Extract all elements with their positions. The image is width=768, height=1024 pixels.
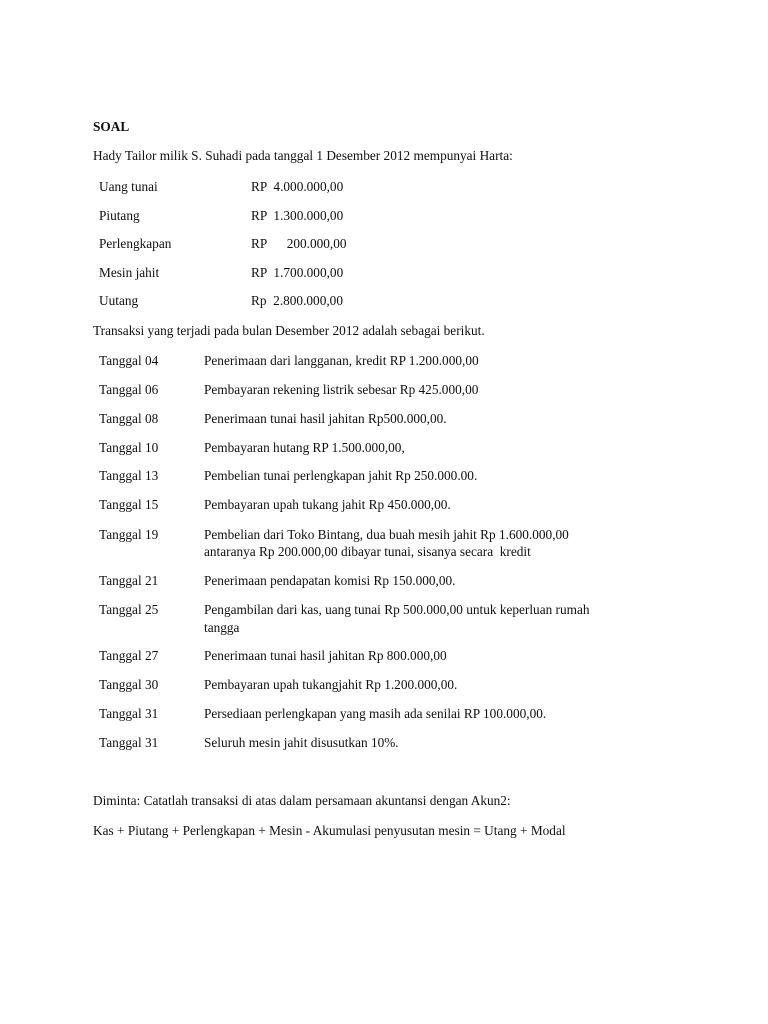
asset-amount: Rp 2.800.000,00 — [251, 293, 343, 308]
transaction-desc: Penerimaan tunai hasil jahitan Rp500.000,00. — [204, 411, 447, 426]
transaction-desc: Persediaan perlengkapan yang masih ada senilai RP 100.000,00. — [204, 706, 547, 721]
transaction-date: Tanggal 06 — [99, 382, 159, 397]
transaction-date: Tanggal 04 — [99, 353, 159, 368]
transaction-desc-continued: antaranya Rp 200.000,00 dibayar tunai, sisanya secara kredit — [204, 544, 531, 559]
transaction-date: Tanggal 31 — [99, 735, 159, 750]
transaction-desc: Penerimaan tunai hasil jahitan Rp 800.000,00 — [204, 648, 447, 663]
asset-name: Mesin jahit — [99, 265, 160, 280]
asset-amount: RP 1.300.000,00 — [251, 208, 344, 223]
asset-amount: RP 1.700.000,00 — [251, 265, 344, 280]
transaction-desc: Pembelian tunai perlengkapan jahit Rp 250.000.00. — [204, 468, 478, 483]
transaction-date: Tanggal 31 — [99, 706, 159, 721]
transaction-desc: Penerimaan dari langganan, kredit RP 1.200.000,00 — [204, 353, 479, 368]
asset-amount: RP 4.000.000,00 — [251, 179, 344, 194]
transaction-date: Tanggal 21 — [99, 573, 159, 588]
asset-name: Piutang — [99, 208, 140, 223]
transaction-desc: Pembayaran hutang RP 1.500.000,00, — [204, 440, 405, 455]
asset-name: Perlengkapan — [99, 236, 172, 251]
transaction-desc-continued: tangga — [204, 620, 240, 635]
asset-amount: RP 200.000,00 — [251, 236, 347, 251]
transactions-intro: Transaksi yang terjadi pada bulan Desember 2012 adalah sebagai berikut. — [93, 323, 485, 338]
transaction-date: Tanggal 19 — [99, 527, 159, 542]
transaction-desc: Pengambilan dari kas, uang tunai Rp 500.000,00 untuk keperluan rumah — [204, 602, 590, 617]
transaction-date: Tanggal 15 — [99, 497, 159, 512]
transaction-date: Tanggal 30 — [99, 677, 159, 692]
transaction-desc: Pembayaran rekening listrik sebesar Rp 425.000,00 — [204, 382, 479, 397]
asset-name: Uang tunai — [99, 179, 158, 194]
transaction-desc: Seluruh mesin jahit disusutkan 10%. — [204, 735, 399, 750]
transaction-date: Tanggal 27 — [99, 648, 159, 663]
transaction-date: Tanggal 13 — [99, 468, 159, 483]
transaction-date: Tanggal 10 — [99, 440, 159, 455]
transaction-desc: Pembayaran upah tukangjahit Rp 1.200.000,00. — [204, 677, 458, 692]
request-text: Diminta: Catatlah transaksi di atas dalam persamaan akuntansi dengan Akun2: — [93, 793, 511, 808]
page-title: SOAL — [93, 119, 130, 134]
accounting-equation: Kas + Piutang + Perlengkapan + Mesin - Akumulasi penyusutan mesin = Utang + Modal — [93, 823, 566, 838]
transaction-date: Tanggal 08 — [99, 411, 159, 426]
intro-text: Hady Tailor milik S. Suhadi pada tanggal 1 Desember 2012 mempunyai Harta: — [93, 148, 513, 163]
transaction-date: Tanggal 25 — [99, 602, 159, 617]
transaction-desc: Penerimaan pendapatan komisi Rp 150.000,00. — [204, 573, 456, 588]
transaction-desc: Pembelian dari Toko Bintang, dua buah mesih jahit Rp 1.600.000,00 — [204, 527, 569, 542]
transaction-desc: Pembayaran upah tukang jahit Rp 450.000,00. — [204, 497, 451, 512]
asset-name: Uutang — [99, 293, 139, 308]
